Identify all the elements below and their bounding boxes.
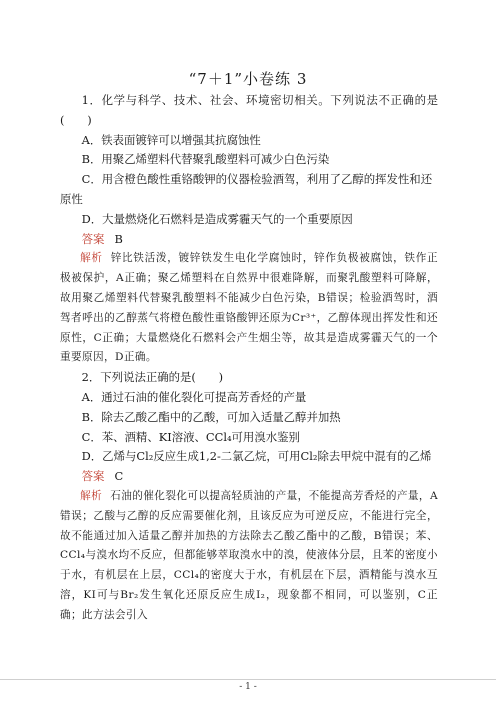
question-2-option-b: B．除去乙酸乙酯中的乙酸，可加入适量乙醇并加热: [81, 409, 341, 424]
question-1-option-b: B．用聚乙烯塑料代替聚乳酸塑料可减少白色污染: [81, 152, 330, 167]
answer-label: 答案: [81, 231, 105, 246]
document-body: [60, 91, 438, 626]
question-1-option-d: D．大量燃烧化石燃料是造成雾霾天气的一个重要原因: [81, 211, 353, 226]
question-1-explanation: [60, 249, 438, 368]
question-2-option-d: D．乙烯与Cl₂反应生成1,2-二氯乙烷，可用Cl₂除去甲烷中混有的乙烯: [81, 449, 432, 464]
page-footer: [0, 679, 496, 692]
answer-value: C: [114, 469, 124, 484]
page-number: - 1 -: [239, 682, 257, 692]
explanation-label: 解析: [80, 252, 103, 265]
explanation-label: 解析: [80, 489, 103, 502]
question-2-option-c: C．苯、酒精、KI溶液、CCl₄可用溴水鉴别: [81, 429, 300, 444]
answer-value: B: [114, 231, 123, 246]
question-1-option-a: A．铁表面镀锌可以增强其抗腐蚀性: [81, 132, 261, 147]
question-2-answer: [60, 467, 438, 487]
question-2-stem: 2．下列说法正确的是( ): [81, 370, 224, 385]
question-1-answer: [60, 230, 438, 250]
explanation-text: 锌比铁活泼，镀锌铁发生电化学腐蚀时，锌作负极被腐蚀，铁作正极被保护，A正确；聚乙烯塑料在自然界中很难降解，而聚乳酸塑料可降解，故用聚乙烯塑料代替聚乳酸塑料不能减少白色污染，B错误；检验酒驾时，酒驾者呼出的乙醇蒸气将橙色酸性重铬酸钾还原为Cr³⁺，乙醇体现出挥发性和还原性，C正确；大量燃烧化石燃料会产生烟尘等，故其是造成雾霾天气的一个重要原因，D正确。: [60, 252, 438, 364]
page-title: “7＋1”小卷练 3: [188, 70, 308, 88]
explanation-text: 石油的催化裂化可以提高轻质油的产量，不能提高芳香烃的产量，A错误；乙酸与乙醇的反应需要催化剂，且该反应为可逆反应，不能进行完全，故不能通过加入适量乙醇并加热的方法除去乙酸乙酯中的乙酸，B错误；苯、CCl₄与溴水均不反应，但都能够萃取溴水中的溴，使液体分层，且苯的密度小于水，有机层在上层，CCl₄的密度大于水，有机层在下层，酒精能与溴水互溶，KI可与Br₂发生氧化还原反应生成I₂，现象都不相同，可以鉴别，C正确；此方法会引入: [60, 489, 438, 621]
question-2-option-a: A．通过石油的催化裂化可提高芳香烃的产量: [81, 389, 307, 404]
question-1-option-c: C．用含橙色酸性重铬酸钾的仪器检验酒驾，利用了乙醇的挥发性和还原性: [60, 172, 433, 206]
question-2-explanation: [60, 487, 438, 626]
answer-label: 答案: [81, 469, 105, 484]
question-1-stem: 1．化学与科学、技术、社会、环境密切相关。下列说法不正确的是( ): [60, 93, 438, 127]
